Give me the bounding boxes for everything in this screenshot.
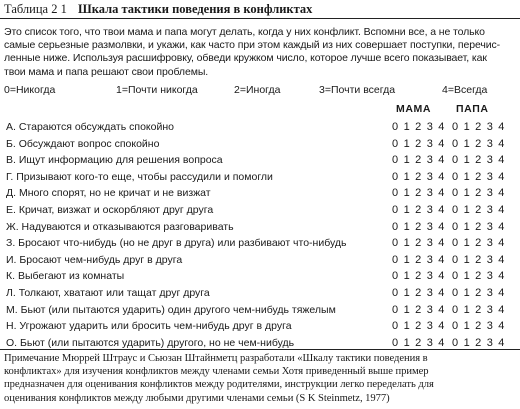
father-rating-options[interactable]: 0 1 2 3 4 <box>452 237 506 250</box>
father-rating-options[interactable]: 0 1 2 3 4 <box>452 121 506 133</box>
item-text: Д. Много спорят, но не кричат и не визжат <box>6 187 211 200</box>
instructions-line: самые серьезные размолвки, и укажи, как часто при этом каждый из них совершает поступки, перечис- <box>4 39 501 52</box>
column-header-mother: МАМА <box>396 103 432 115</box>
father-rating-options[interactable]: 0 1 2 3 4 <box>452 286 506 299</box>
table-row <box>0 152 520 169</box>
table-row <box>0 136 520 153</box>
mother-rating-options[interactable]: 0 1 2 3 4 <box>392 170 446 183</box>
father-rating-options[interactable]: 0 1 2 3 4 <box>452 270 506 283</box>
mother-rating-options[interactable]: 0 1 2 3 4 <box>392 336 446 349</box>
item-text: О. Бьют (или пытаются ударить) другого, но не чем-нибудь <box>6 336 295 349</box>
table-caption <box>4 1 518 17</box>
mother-rating-options[interactable]: 0 1 2 3 4 <box>392 154 446 167</box>
table-row <box>0 302 520 319</box>
table-row <box>0 169 520 186</box>
item-text: З. Бросают что-нибудь (но не друг в друга) или разбивают что-нибудь <box>6 237 347 250</box>
item-text: Ж. Надуваются и отказываются разговаривать <box>6 220 234 233</box>
item-text: Б. Обсуждают вопрос спокойно <box>6 137 160 150</box>
table-row <box>0 235 520 252</box>
father-rating-options[interactable]: 0 1 2 3 4 <box>452 137 506 150</box>
item-text: К. Выбегают из комнаты <box>6 270 125 283</box>
instructions-line: твои мама и папа решают свои проблемы. <box>4 65 209 78</box>
father-rating-options[interactable]: 0 1 2 3 4 <box>452 320 506 333</box>
item-text: Г. Призывают кого-то еще, чтобы рассудили и помогли <box>6 170 273 183</box>
father-rating-options[interactable]: 0 1 2 3 4 <box>452 203 506 216</box>
mother-rating-options[interactable]: 0 1 2 3 4 <box>392 187 446 200</box>
scale-item-almost-never: 1=Почти никогда <box>116 84 198 96</box>
table-row <box>0 219 520 236</box>
item-text: М. Бьют (или пытаются ударить) один другого чем-нибудь тяжелым <box>6 303 336 316</box>
mother-rating-options[interactable]: 0 1 2 3 4 <box>392 286 446 299</box>
table-row <box>0 252 520 269</box>
father-rating-options[interactable]: 0 1 2 3 4 <box>452 220 506 233</box>
scale-item-sometimes: 2=Иногда <box>234 84 281 96</box>
table-row <box>0 268 520 285</box>
mother-rating-options[interactable]: 0 1 2 3 4 <box>392 303 446 316</box>
table-title: Шкала тактики поведения в конфликтах <box>77 2 313 16</box>
note-line: Примечание Мюррей Штраус и Сьюзан Штайнметц разработали «Шкалу тактики поведения в <box>4 353 428 364</box>
column-header-father: ПАПА <box>456 103 489 115</box>
item-text: И. Бросают чем-нибудь друг в друга <box>6 253 183 266</box>
top-rule <box>0 18 520 19</box>
father-rating-options[interactable]: 0 1 2 3 4 <box>452 170 506 183</box>
items-list <box>0 119 520 351</box>
table-label: Таблица 2 1 <box>4 2 67 16</box>
bottom-rule <box>0 349 520 350</box>
scale-item-always: 4=Всегда <box>442 84 488 96</box>
instructions-paragraph <box>4 26 514 79</box>
table-row <box>0 318 520 335</box>
table-row <box>0 185 520 202</box>
mother-rating-options[interactable]: 0 1 2 3 4 <box>392 253 446 266</box>
item-text: А. Стараются обсуждать спокойно <box>6 121 174 133</box>
item-text: Л. Толкают, хватают или тащат друг друга <box>6 286 210 299</box>
item-text: Н. Угрожают ударить или бросить чем-нибудь друг в друга <box>6 320 292 333</box>
instructions-line: ленные ниже. Используя расшифровку, обведи кружком число, которое лучше всего показывает, как <box>4 52 487 65</box>
table-row <box>0 285 520 302</box>
table-row <box>0 202 520 219</box>
mother-rating-options[interactable]: 0 1 2 3 4 <box>392 320 446 333</box>
note-line: оценивания конфликтов между любыми другими членами семьи (S K Steinmetz, 1977) <box>4 392 390 404</box>
mother-rating-options[interactable]: 0 1 2 3 4 <box>392 237 446 250</box>
table-row <box>0 119 520 136</box>
mother-rating-options[interactable]: 0 1 2 3 4 <box>392 220 446 233</box>
father-rating-options[interactable]: 0 1 2 3 4 <box>452 336 506 349</box>
item-text: В. Ищут информацию для решения вопроса <box>6 154 223 167</box>
table-note <box>4 352 516 405</box>
father-rating-options[interactable]: 0 1 2 3 4 <box>452 154 506 167</box>
mother-rating-options[interactable]: 0 1 2 3 4 <box>392 121 446 133</box>
instructions-line: Это список того, что твои мама и папа могут делать, когда у них конфликт. Вспомни все, а не только <box>4 26 485 38</box>
scale-item-almost-always: 3=Почти всегда <box>319 84 396 96</box>
father-rating-options[interactable]: 0 1 2 3 4 <box>452 187 506 200</box>
scale-item-never: 0=Никогда <box>4 84 56 96</box>
rating-scale-legend <box>4 83 516 97</box>
father-rating-options[interactable]: 0 1 2 3 4 <box>452 253 506 266</box>
item-text: Е. Кричат, визжат и оскорбляют друг друга <box>6 203 214 216</box>
mother-rating-options[interactable]: 0 1 2 3 4 <box>392 203 446 216</box>
father-rating-options[interactable]: 0 1 2 3 4 <box>452 303 506 316</box>
note-line: предназначен для оценивания конфликтов между родителями, инструкции легко переделать для <box>4 379 434 391</box>
mother-rating-options[interactable]: 0 1 2 3 4 <box>392 270 446 283</box>
note-line: конфликтах» для изучения конфликтов между членами семьи Хотя приведенный выше пример <box>4 366 429 378</box>
mother-rating-options[interactable]: 0 1 2 3 4 <box>392 137 446 150</box>
